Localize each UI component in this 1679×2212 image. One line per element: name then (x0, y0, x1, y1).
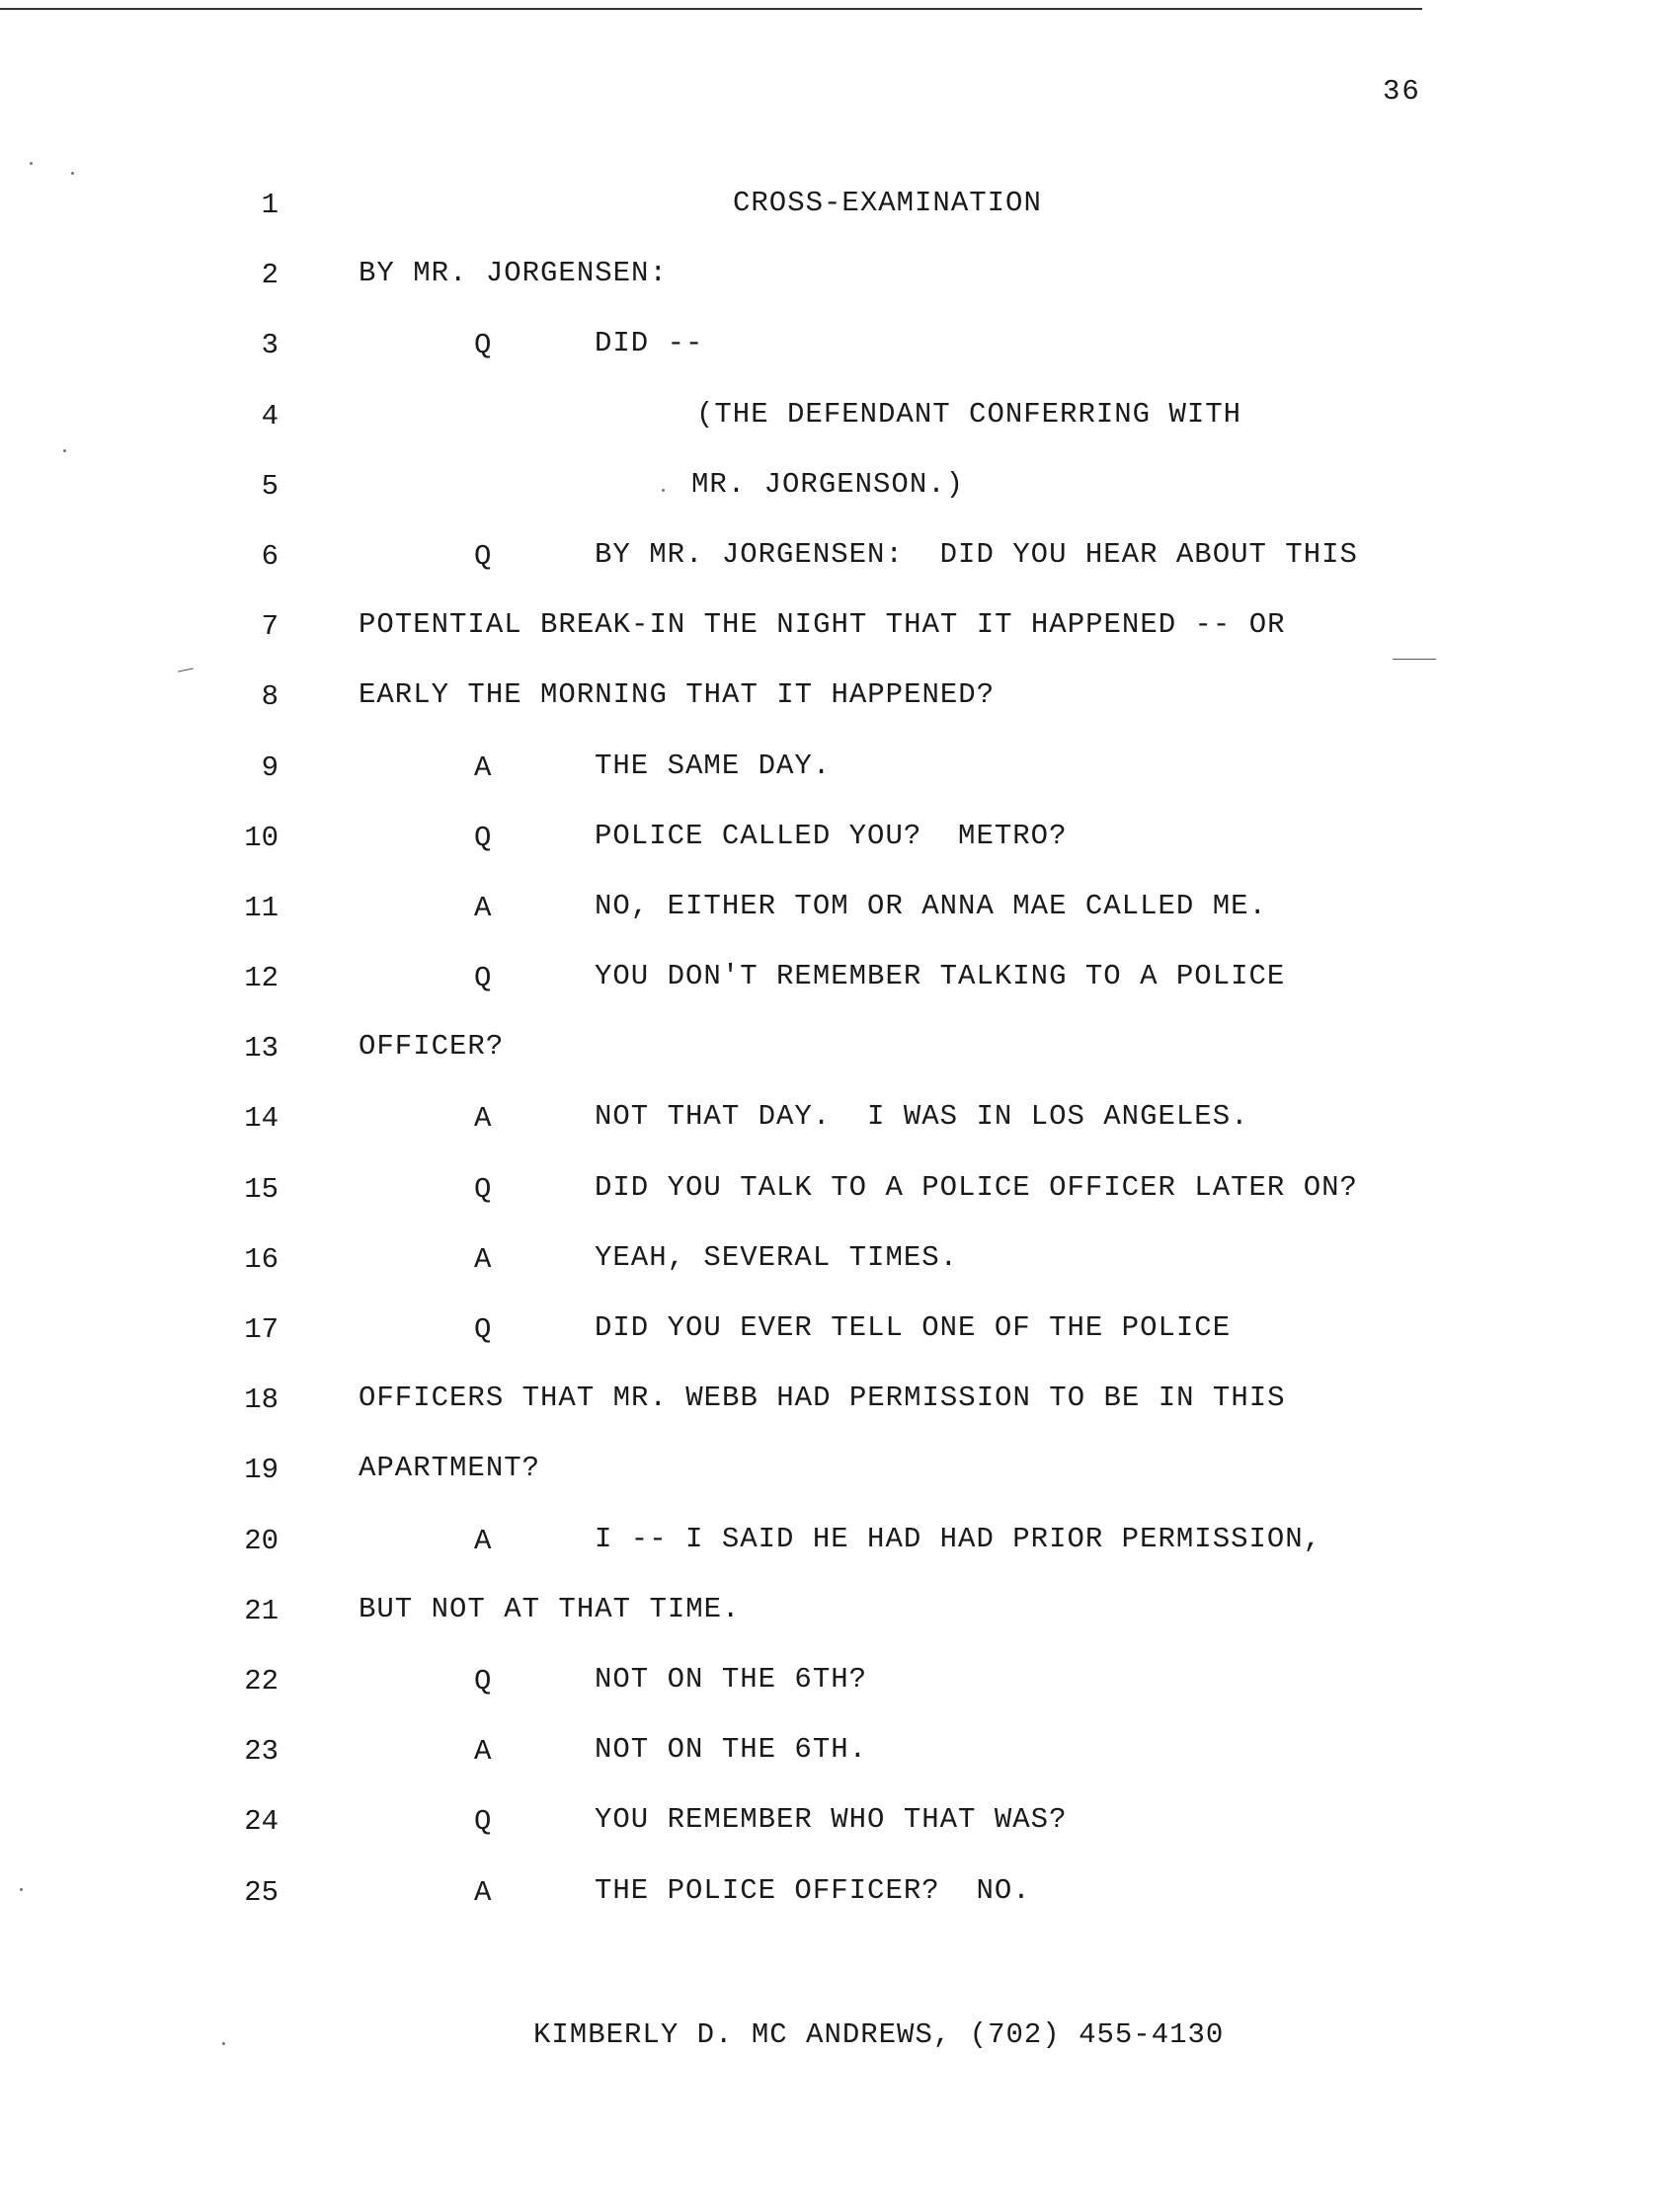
line-number: 8 (261, 680, 279, 714)
line-number: 24 (244, 1805, 279, 1839)
speaker-label: Q (474, 1805, 492, 1839)
line-number: 21 (244, 1594, 279, 1627)
transcript-line (0, 253, 1679, 323)
line-text: EARLY THE MORNING THAT IT HAPPENED? (359, 678, 996, 712)
speaker-label: A (474, 1242, 492, 1276)
speaker-label: Q (474, 962, 492, 995)
transcript-line (0, 1026, 1679, 1096)
line-text: THE SAME DAY. (595, 749, 832, 782)
line-number: 23 (244, 1735, 279, 1769)
speaker-label: A (474, 1875, 492, 1909)
transcript-line (0, 886, 1679, 956)
speaker-label: Q (474, 821, 492, 854)
speaker-label: Q (474, 1313, 492, 1346)
line-number: 3 (261, 329, 279, 362)
line-text: BUT NOT AT THAT TIME. (359, 1592, 741, 1625)
line-number: 11 (244, 891, 279, 924)
transcript-line (0, 746, 1679, 816)
line-number: 10 (244, 821, 279, 854)
line-number: 16 (244, 1242, 279, 1276)
line-text: (THE DEFENDANT CONFERRING WITH (696, 397, 1242, 431)
line-text: POTENTIAL BREAK-IN THE NIGHT THAT IT HAPPENED -- OR (359, 608, 1286, 642)
speaker-label: A (474, 750, 492, 784)
top-border-rule (0, 8, 1422, 10)
speaker-label: Q (474, 1172, 492, 1206)
line-text: NOT THAT DAY. I WAS IN LOS ANGELES. (595, 1100, 1249, 1134)
line-text: APARTMENT? (359, 1452, 541, 1485)
page-number: 36 (1383, 75, 1421, 108)
transcript-line (0, 1167, 1679, 1237)
line-text: POLICE CALLED YOU? METRO? (595, 819, 1068, 852)
transcript-line (0, 183, 1679, 253)
transcript-line (0, 1799, 1679, 1869)
line-number: 18 (244, 1383, 279, 1417)
line-number: 14 (244, 1102, 279, 1136)
transcript-body (0, 183, 1679, 1940)
line-number: 4 (261, 399, 279, 433)
line-text: DID YOU TALK TO A POLICE OFFICER LATER ON? (595, 1170, 1358, 1204)
line-text: DID YOU EVER TELL ONE OF THE POLICE (595, 1311, 1232, 1344)
transcript-line (0, 394, 1679, 464)
line-text: CROSS-EXAMINATION (733, 187, 1042, 219)
transcript-line (0, 534, 1679, 604)
line-text: OFFICER? (359, 1030, 505, 1064)
line-text: YOU REMEMBER WHO THAT WAS? (595, 1803, 1068, 1837)
line-text: BY MR. JORGENSEN: (359, 257, 668, 290)
line-text: NOT ON THE 6TH? (595, 1662, 868, 1696)
speaker-label: A (474, 1102, 492, 1136)
scan-speck (662, 489, 665, 492)
line-number: 25 (244, 1875, 279, 1909)
line-number: 12 (244, 962, 279, 995)
line-number: 13 (244, 1032, 279, 1066)
line-text: YOU DON'T REMEMBER TALKING TO A POLICE (595, 960, 1286, 993)
speaker-label: A (474, 1735, 492, 1769)
transcript-line (0, 1096, 1679, 1166)
line-number: 7 (261, 610, 279, 644)
transcript-line (0, 1729, 1679, 1799)
line-text: MR. JORGENSON.) (691, 467, 965, 501)
speaker-label: A (474, 1524, 492, 1557)
transcript-line (0, 1448, 1679, 1518)
transcript-line (0, 1589, 1679, 1659)
speaker-label: Q (474, 1664, 492, 1698)
transcript-line (0, 1519, 1679, 1589)
transcript-line (0, 1870, 1679, 1940)
line-number: 19 (244, 1454, 279, 1487)
line-text: BY MR. JORGENSEN: DID YOU HEAR ABOUT THIS (595, 537, 1358, 571)
transcript-line (0, 674, 1679, 745)
line-number: 5 (261, 469, 279, 503)
line-text: NOT ON THE 6TH. (595, 1733, 868, 1767)
scan-speck (30, 162, 33, 165)
line-number: 6 (261, 539, 279, 573)
transcript-line (0, 323, 1679, 393)
scan-speck (20, 1888, 23, 1891)
transcript-line (0, 1237, 1679, 1307)
scan-speck (71, 172, 74, 175)
line-text: YEAH, SEVERAL TIMES. (595, 1240, 959, 1274)
line-number: 1 (261, 189, 279, 221)
transcript-line (0, 1378, 1679, 1448)
line-text: NO, EITHER TOM OR ANNA MAE CALLED ME. (595, 889, 1267, 922)
line-number: 22 (244, 1664, 279, 1698)
transcript-line (0, 604, 1679, 674)
transcript-line (0, 1659, 1679, 1729)
line-text: I -- I SAID HE HAD HAD PRIOR PERMISSION, (595, 1522, 1322, 1555)
speaker-label: Q (474, 329, 492, 362)
speaker-label: A (474, 891, 492, 924)
transcript-line (0, 1307, 1679, 1378)
line-number: 2 (261, 259, 279, 292)
line-number: 15 (244, 1172, 279, 1206)
line-number: 17 (244, 1313, 279, 1346)
transcript-line (0, 464, 1679, 534)
scan-speck (222, 2042, 225, 2045)
speaker-label: Q (474, 539, 492, 573)
line-number: 9 (261, 750, 279, 784)
line-text: THE POLICE OFFICER? NO. (595, 1873, 1031, 1907)
transcript-line (0, 816, 1679, 886)
transcript-line (0, 956, 1679, 1026)
line-text: OFFICERS THAT MR. WEBB HAD PERMISSION TO BE IN THIS (359, 1382, 1286, 1415)
line-number: 20 (244, 1524, 279, 1557)
reporter-footer: KIMBERLY D. MC ANDREWS, (702) 455-4130 (533, 2018, 1225, 2051)
line-text: DID -- (595, 327, 704, 360)
scan-mark (1393, 659, 1436, 660)
scan-speck (63, 449, 66, 452)
